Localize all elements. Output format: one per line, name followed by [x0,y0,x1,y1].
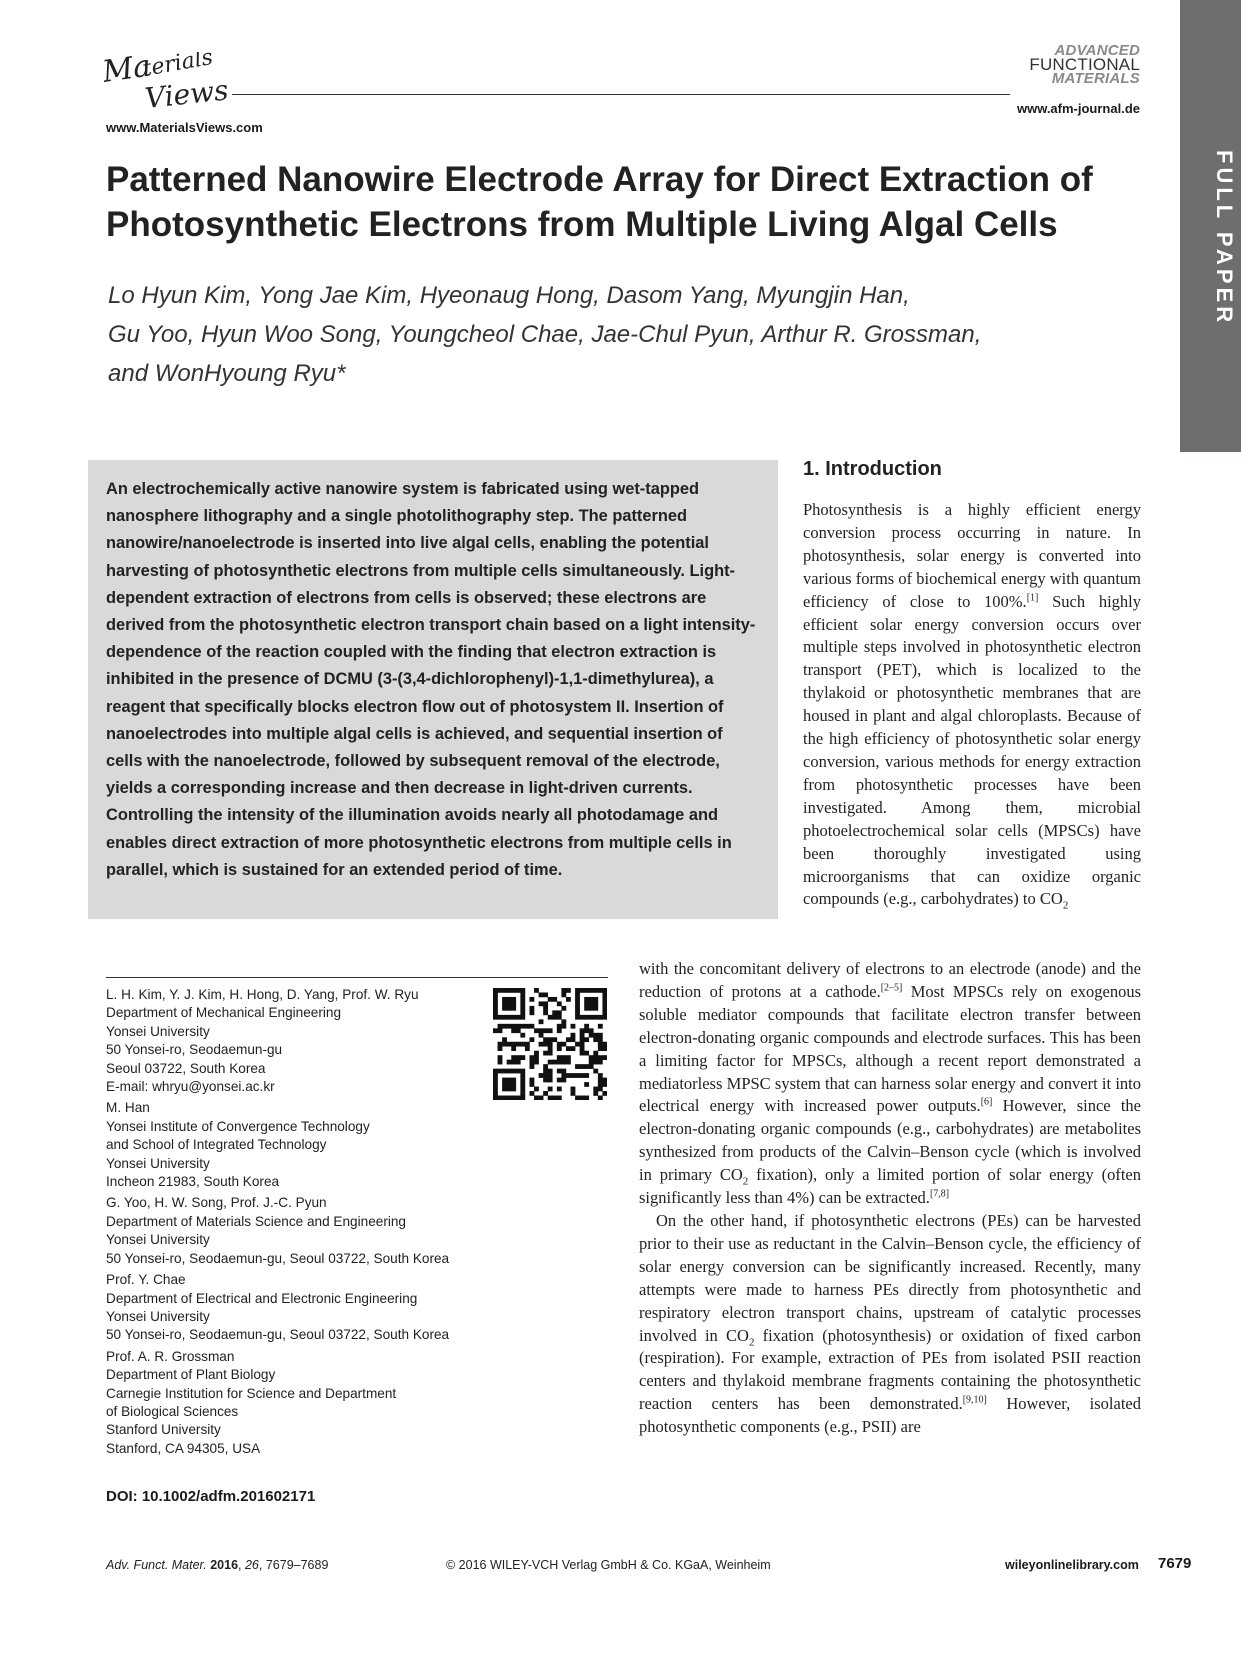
materials-views-logo [104,52,254,116]
affiliation-line: 50 Yonsei-ro, Seodaemun-gu, Seoul 03722, South Korea [106,1327,450,1343]
page-number: 7679 [1158,1555,1192,1572]
intro-paragraph [803,499,1141,911]
author-line: Lo Hyun Kim, Yong Jae Kim, Hyeonaug Hong, Dasom Yang, Myungjin Han, [108,282,910,309]
footer-volume: 26 [244,1558,259,1572]
affiliation-list [106,986,506,1461]
affiliation-line: 50 Yonsei-ro, Seodaemun-gu, Seoul 03722, South Korea [106,1250,450,1266]
text-run: Such highly efficient solar energy conversion occurs over multiple steps involved in photosynthetic electron transport (PET), which is localized to the thylakoid or photosynthetic membranes that are housed in plant and algal chloroplasts. Because of the high efficiency of photosynthetic solar energy conversion, various methods for energy extraction from photosynthetic processes have been investigated. Among them, microbial photoelectrochemical solar cells (MPSCs) have been thoroughly investigated using microorganisms that can oxidize organic compounds (e.g., carbohydrates) to CO [803,591,1141,909]
affiliation-block [106,1348,506,1458]
affiliation-block [106,1194,506,1268]
journal-logo [1010,44,1140,86]
intro-column-right [803,499,1141,911]
text-run: fixation), only a limited portion of solar energy (often significantly less than 4%) can be extracted. [639,1165,1141,1208]
affiliation-line: Yonsei University [106,1232,210,1248]
affiliation-line: Yonsei University [106,1023,210,1039]
qr-code-icon[interactable] [493,988,607,1100]
text-run: On the other hand, if photosynthetic electrons (PEs) can be harvested prior to their use as reductant in the Calvin–Benson cycle, the efficiency of solar energy conversion can be significantly increased. Recently, many attempts were made to harness PEs directly from photosynthetic and respiratory electron transport chains, upstream of catalytic processes involved in CO [639,1210,1141,1345]
subscript: 2 [742,1175,749,1188]
affiliation-line: of Biological Sciences [106,1403,239,1419]
affiliation-line: Yonsei University [106,1155,210,1171]
affiliation-line: and School of Integrated Technology [106,1137,327,1153]
footer-copyright: © 2016 WILEY-VCH Verlag GmbH & Co. KGaA, Weinheim [446,1558,771,1572]
affiliation-line: G. Yoo, H. W. Song, Prof. J.-C. Pyun [106,1195,327,1211]
text-run: with the concomitant delivery of electrons to an electrode (anode) and the reduction of protons at a cathode. [639,959,1141,1001]
affiliation-line: 50 Yonsei-ro, Seodaemun-gu [106,1042,283,1058]
footer-citation: Adv. Funct. Mater. 2016, 26, 7679–7689 [106,1558,329,1572]
text-run: However, since the electron-donating organic compounds (e.g., carbohydrates) are metabolites synthesized from products of the Calvin–Benson cycle (which is involved in primary CO [639,1096,1141,1185]
affiliation-block [106,986,506,1096]
subscript: 2 [748,1335,755,1348]
intro-paragraph [639,1210,1141,1439]
svg-text:terials: terials [140,52,215,82]
journal-logo-line2: FUNCTIONAL [1029,55,1140,74]
citation[interactable]: [1] [1026,592,1039,604]
citation[interactable]: [7,8] [929,1188,950,1200]
affiliation-line: Yonsei Institute of Convergence Technology [106,1118,370,1134]
citation[interactable]: [6] [980,1096,993,1108]
subscript: 2 [1062,899,1069,912]
intro-column-left [639,958,1141,1439]
affiliation-line: L. H. Kim, Y. J. Kim, H. Hong, D. Yang, Prof. W. Ryu [106,987,419,1002]
abstract-text: An electrochemically active nanowire system is fabricated using wet-tapped nanosphere lithography and a single photolithography step. The patterned nanowire/nanoelectrode is inserted into live algal cells, enabling the potential harvesting of photosynthetic electrons from multiple cells simultaneously. Light-dependent extraction of electrons from cells is observed; these electrons are derived from the photosynthetic electron transport chain based on a light intensity-dependence of the reaction coupled with the finding that electron extraction is inhibited in the presence of DCMU (3-(3,4-dichlorophenyl)-1,1-dimethylurea), a reagent that specifically blocks electron flow out of photosystem II. Insertion of nanoelectrodes into multiple algal cells is achieved, and sequential insertion of cells with the nanoelectrode, followed by subsequent removal of the electrode, yields a corresponding increase and then decrease in light-driven currents. Controlling the intensity of the illumination avoids nearly all photodamage and enables direct extraction of more photosynthetic electrons from multiple cells in parallel, which is sustained for an extended period of time. [106,480,756,879]
author-list [108,276,1098,393]
text-run: However, isolated photosynthetic components (e.g., PSII) are [639,1394,1141,1437]
full-paper-label: FULL PAPER [1212,150,1237,327]
journal-logo-line1: ADVANCED [1054,42,1140,59]
publisher-url[interactable]: www.MaterialsViews.com [106,120,263,135]
intro-paragraph [639,958,1141,1210]
text-run: Photosynthesis is a highly efficient energy conversion process occurring in nature. In photosynthesis, solar energy is converted into various forms of biochemical energy with quantum efficiency of close to 100%. [803,500,1141,611]
affiliation-line: Prof. Y. Chae [106,1272,186,1288]
affiliation-block [106,1271,506,1345]
author-line: Gu Yoo, Hyun Woo Song, Youngcheol Chae, Jae-Chul Pyun, Arthur R. Grossman, [108,321,982,348]
svg-text:Ma: Ma [104,52,154,90]
svg-text:Views: Views [143,73,230,115]
affiliation-line: E-mail: whryu@yonsei.ac.kr [106,1079,275,1095]
affiliation-line: Incheon 21983, South Korea [106,1174,280,1190]
affiliation-line: Department of Plant Biology [106,1367,276,1383]
affiliation-line: Stanford, CA 94305, USA [106,1440,261,1456]
paper-title: Patterned Nanowire Electrode Array for Direct Extraction of Photosynthetic Electrons from Multiple Living Algal Cells [106,160,1093,244]
text-run: fixation (photosynthesis) or oxidation of fixed carbon (respiration). For example, extraction of PEs from isolated PSII reaction centers and thylakoid membrane fragments containing the photosynthetic reaction centers has been demonstrated. [639,1325,1142,1414]
header-rule [232,94,1010,95]
affiliation-line: Seoul 03722, South Korea [106,1060,266,1076]
footer-journal: Adv. Funct. Mater. [106,1558,207,1572]
footer-year: 2016 [210,1558,239,1572]
affiliation-line: Department of Mechanical Engineering [106,1005,342,1021]
affiliation-line: Carnegie Institution for Science and Department [106,1385,397,1401]
section-heading: 1. Introduction [803,458,942,480]
journal-url[interactable]: www.afm-journal.de [1016,101,1140,116]
affiliation-rule [106,977,608,978]
author-line: and WonHyoung Ryu* [108,360,346,387]
journal-logo-line3: MATERIALS [1051,70,1140,87]
affiliation-line: Department of Materials Science and Engineering [106,1213,406,1229]
citation[interactable]: [2–5] [880,982,903,994]
footer-pages: , 7679–7689 [258,1558,329,1572]
affiliation-line: M. Han [106,1100,150,1116]
doi[interactable]: DOI: 10.1002/adfm.201602171 [106,1488,316,1505]
affiliation-line: Department of Electrical and Electronic Engineering [106,1290,418,1306]
affiliation-line: Stanford University [106,1422,221,1438]
text-run: Most MPSCs rely on exogenous soluble mediator compounds that facilitate electron transfer between electron-donating organic compounds and electrode surfaces. This has been a limiting factor for MPSCs, although a recent report demonstrated a mediatorless MPSC system that can harness solar energy and convert it into electrical energy with increased power outputs. [639,981,1141,1116]
affiliation-line: Yonsei University [106,1308,210,1324]
affiliation-block [106,1099,506,1191]
citation[interactable]: [9,10] [962,1394,987,1406]
full-paper-tab [1180,0,1241,452]
affiliation-line: Prof. A. R. Grossman [106,1348,235,1364]
footer-site[interactable]: wileyonlinelibrary.com [1005,1558,1139,1572]
